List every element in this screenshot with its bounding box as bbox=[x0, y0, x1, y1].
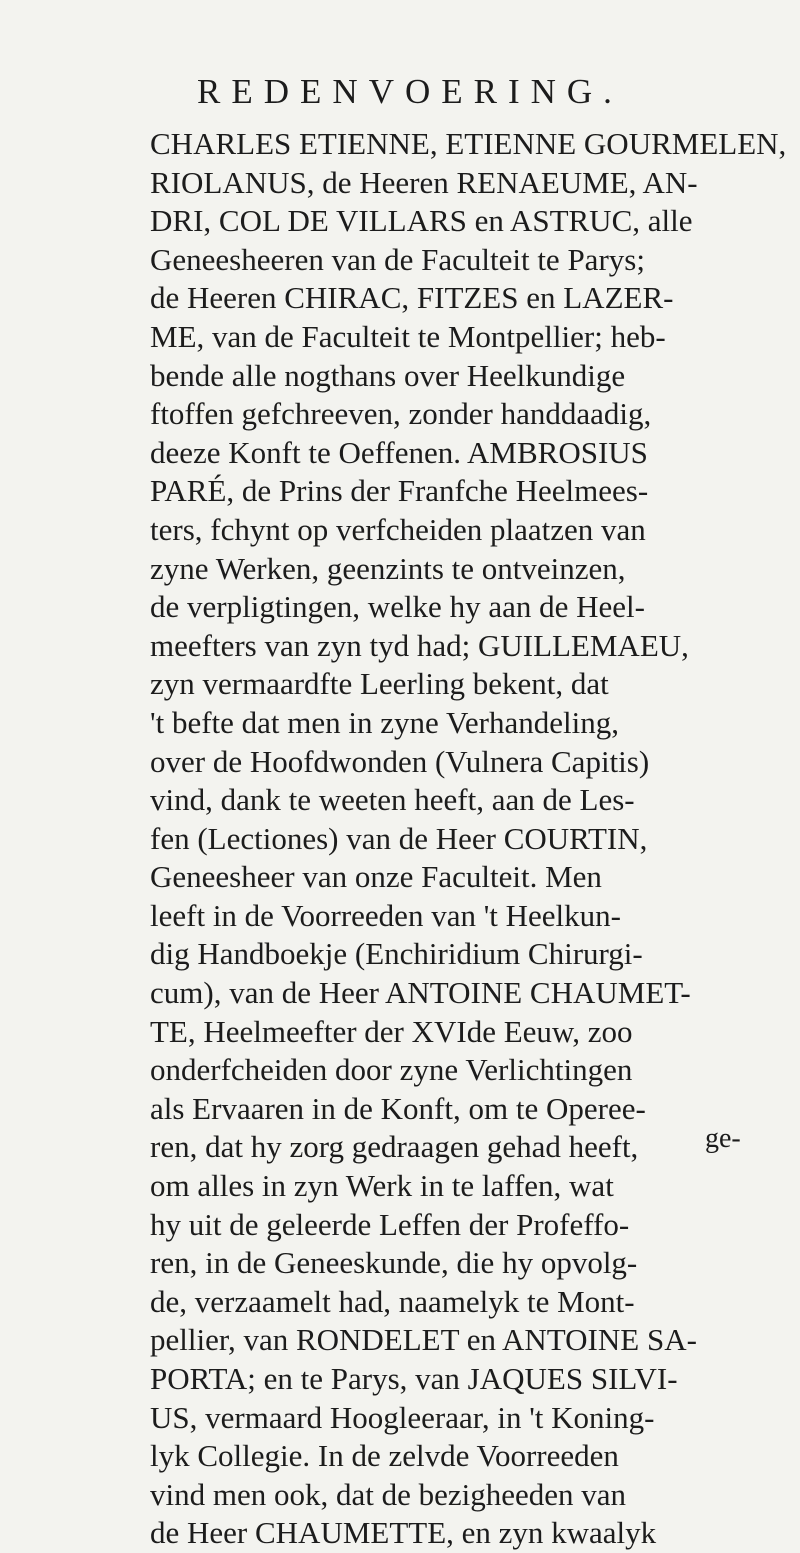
text-line: Geneesheeren van de Faculteit te Parys; bbox=[150, 241, 645, 277]
text-line: DRI, COL DE VILLARS en ASTRUC, alle bbox=[150, 203, 693, 239]
text-line: RIOLANUS, de Heeren RENAEUME, AN- bbox=[150, 164, 698, 200]
text-line: meefters van zyn tyd had; GUILLEMAEU, bbox=[150, 627, 689, 663]
text-line: lyk Collegie. In de zelvde Voorreeden bbox=[150, 1438, 619, 1474]
text-line: ren, dat hy zorg gedraagen gehad heeft, bbox=[150, 1129, 639, 1165]
text-line: US, vermaard Hoogleeraar, in 't Koning- bbox=[150, 1399, 655, 1435]
text-line: deeze Konft te Oeffenen. AMBROSIUS bbox=[150, 434, 648, 470]
text-line: PARÉ, de Prins der Franfche Heelmees- bbox=[150, 473, 649, 509]
text-line: TE, Heelmeefter der XVIde Eeuw, zoo bbox=[150, 1013, 633, 1049]
text-line: 't befte dat men in zyne Verhandeling, bbox=[150, 704, 619, 740]
text-line: PORTA; en te Parys, van JAQUES SILVI- bbox=[150, 1361, 678, 1396]
text-line: zyn vermaardfte Leerling bekent, dat bbox=[150, 666, 609, 702]
text-line: bende alle nogthans over Heelkundige bbox=[150, 357, 626, 393]
text-line: de, verzaamelt had, naamelyk te Mont- bbox=[150, 1283, 635, 1319]
text-line: als Ervaaren in de Konft, om te Operee- bbox=[150, 1090, 646, 1126]
text-line: cum), van de Heer ANTOINE CHAUMET- bbox=[150, 975, 691, 1011]
text-line: ftoffen gefchreeven, zonder handdaadig, bbox=[150, 396, 652, 432]
text-line: vind, dank te weeten heeft, aan de Les- bbox=[150, 782, 635, 818]
running-title: REDENVOERING. bbox=[197, 72, 623, 111]
text-line: leeft in de Voorreeden van 't Heelkun- bbox=[150, 897, 621, 933]
text-line: de Heer CHAUMETTE, en zyn kwaalyk bbox=[150, 1515, 657, 1551]
text-line: ren, in de Geneeskunde, die hy opvolg- bbox=[150, 1245, 638, 1281]
text-line: vind men ook, dat de bezigheeden van bbox=[150, 1476, 627, 1512]
text-line: ters, fchynt op verfcheiden plaatzen van bbox=[150, 511, 646, 547]
text-line: CHARLES ETIENNE, ETIENNE GOURMELEN, bbox=[150, 126, 787, 161]
text-line: over de Hoofdwonden (Vulnera Capitis) bbox=[150, 743, 650, 779]
body-text bbox=[150, 125, 787, 1553]
text-line: ME, van de Faculteit te Montpellier; heb- bbox=[150, 318, 666, 354]
text-line: de verpligtingen, welke hy aan de Heel- bbox=[150, 589, 645, 625]
text-line: onderfcheiden door zyne Verlichtingen bbox=[150, 1052, 633, 1088]
text-line: zyne Werken, geenzints te ontveinzen, bbox=[150, 550, 626, 586]
text-line: fen (Lectiones) van de Heer COURTIN, bbox=[150, 820, 648, 856]
text-line: om alles in zyn Werk in te laffen, wat bbox=[150, 1168, 614, 1204]
text-line: Geneesheer van onze Faculteit. Men bbox=[150, 859, 602, 895]
text-line: pellier, van RONDELET en ANTOINE SA- bbox=[150, 1322, 697, 1358]
text-line: dig Handboekje (Enchiridium Chirurgi- bbox=[150, 936, 643, 972]
text-line: de Heeren CHIRAC, FITZES en LAZER- bbox=[150, 280, 674, 316]
catchword: ge- bbox=[705, 1123, 741, 1154]
text-line: hy uit de geleerde Leffen der Profeffo- bbox=[150, 1206, 630, 1242]
